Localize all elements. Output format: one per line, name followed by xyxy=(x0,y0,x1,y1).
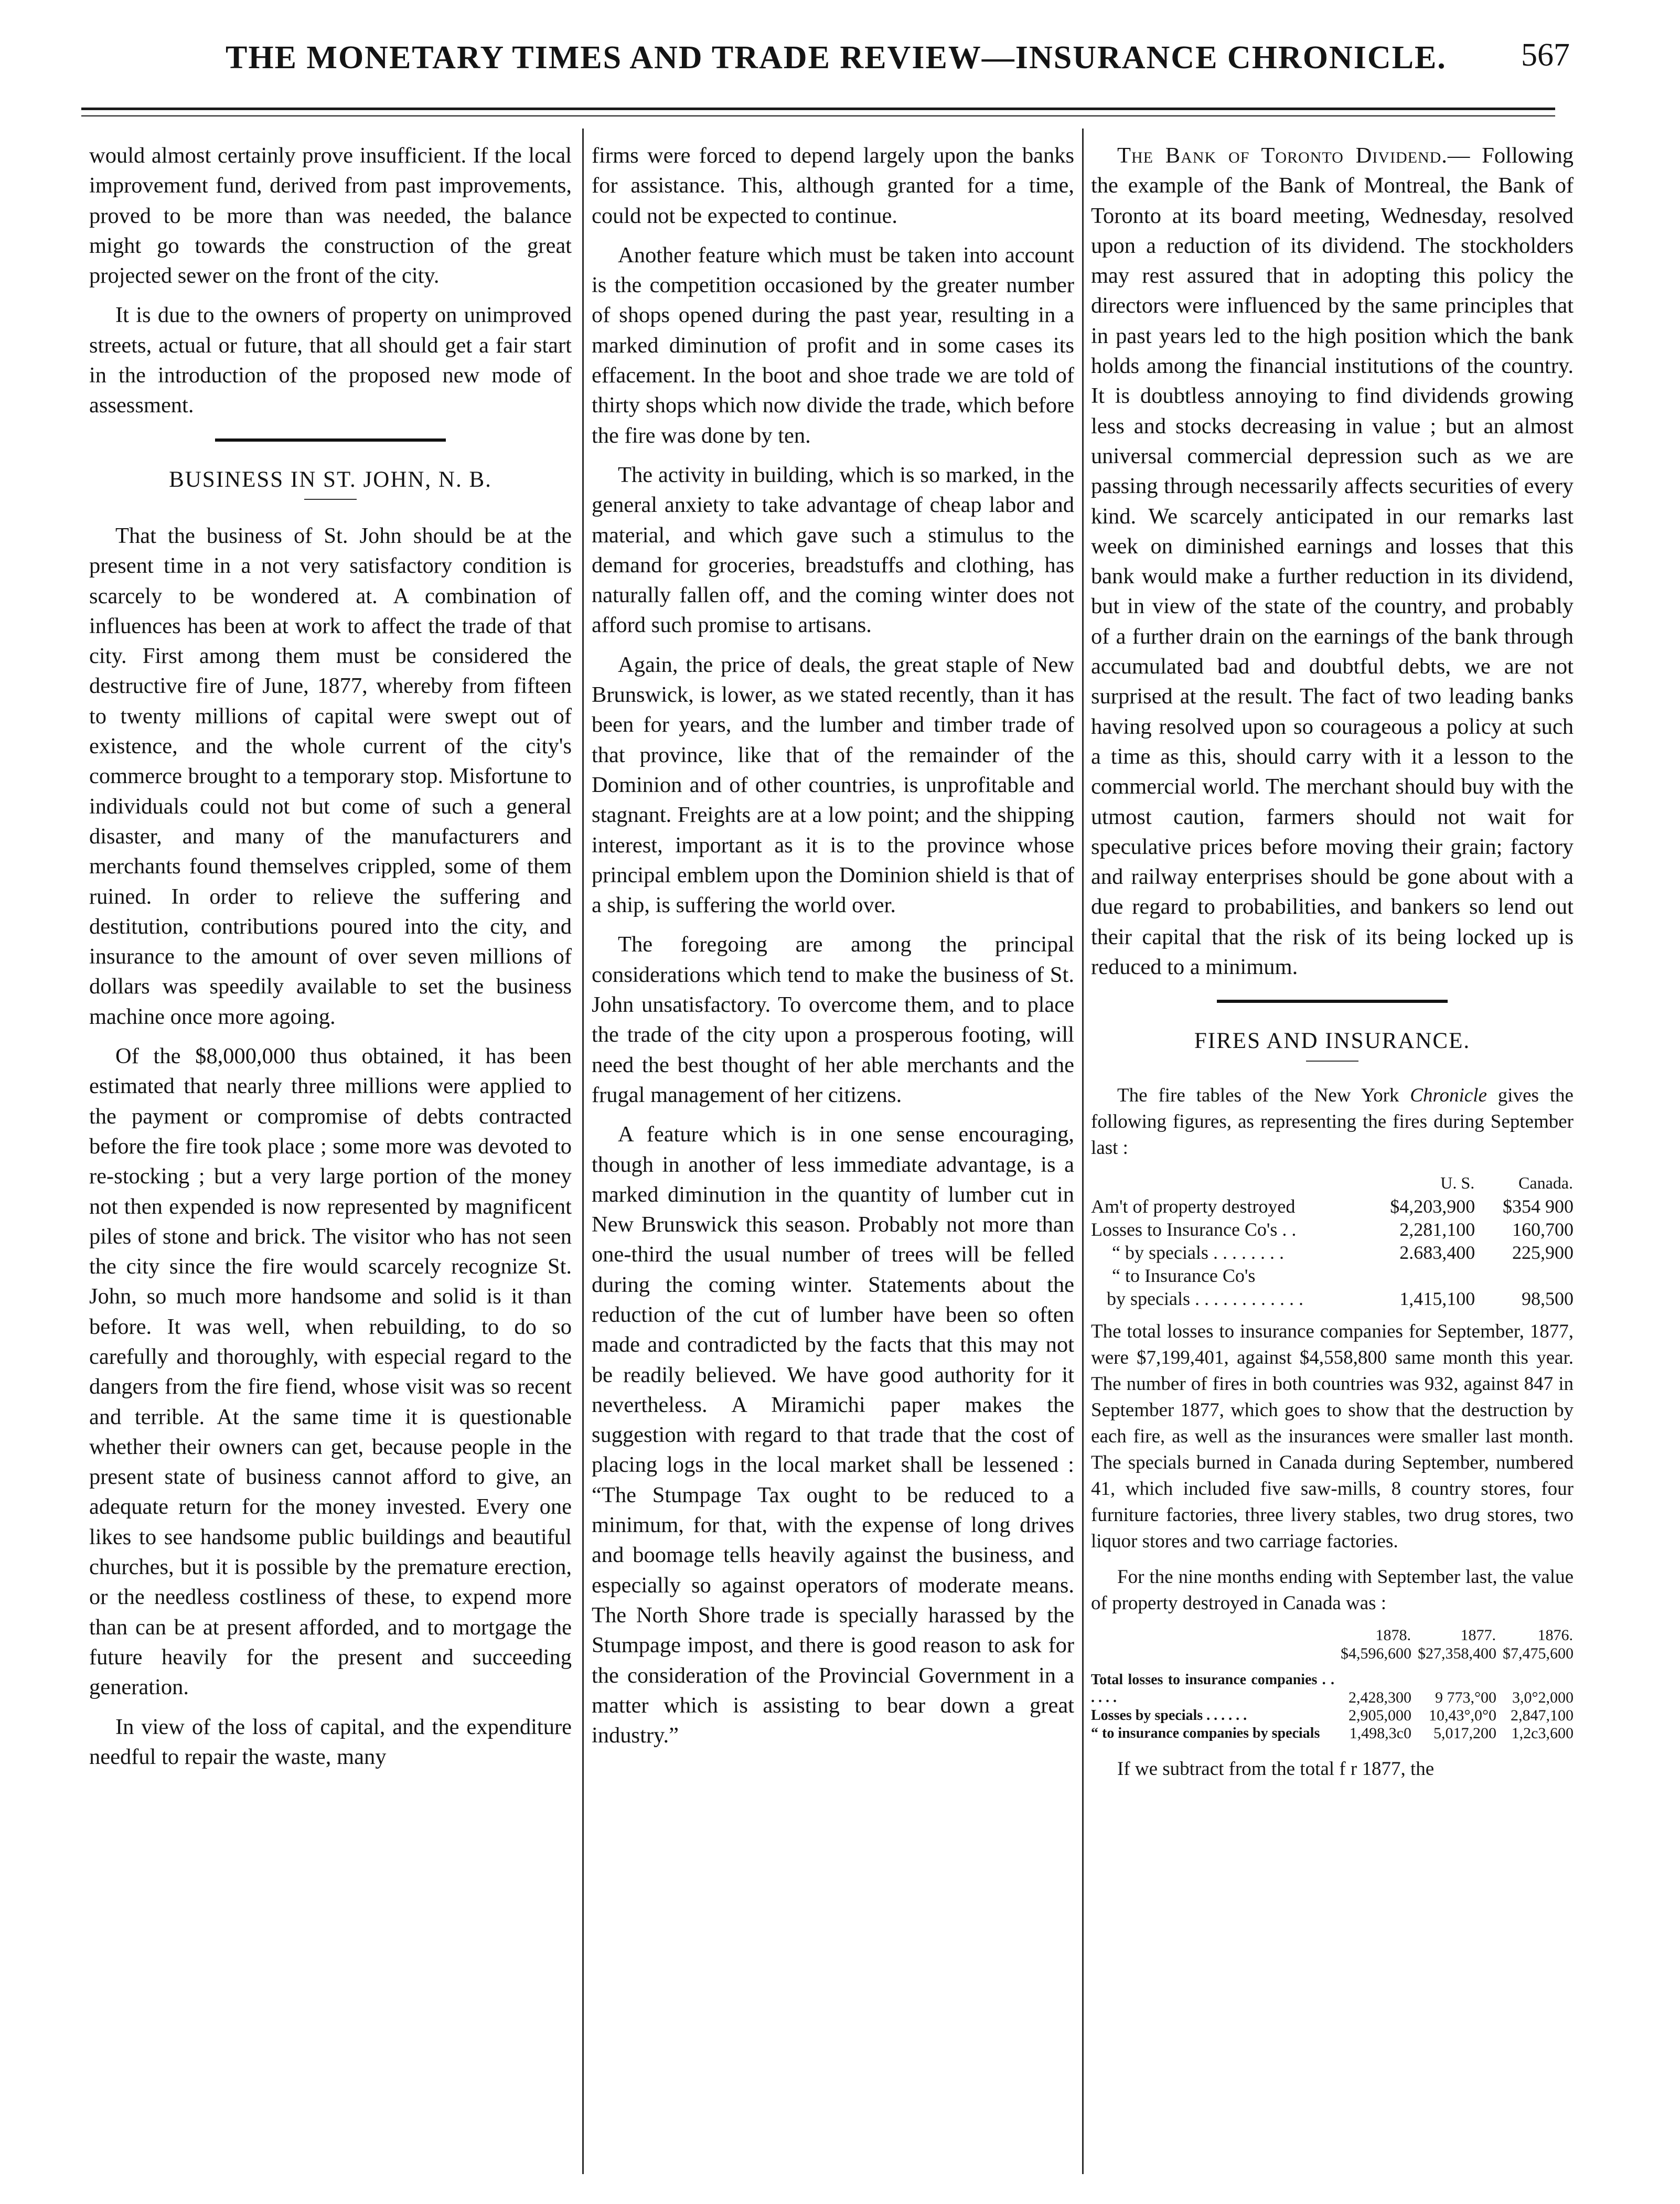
section-heading-fires-insurance: FIRES AND INSURANCE. xyxy=(1194,1029,1471,1054)
section-divider xyxy=(215,438,446,442)
column-divider-1 xyxy=(582,129,584,2174)
paragraph: If we subtract from the total f r 1877, the xyxy=(1117,1758,1435,1780)
column-header-canada: Canada. xyxy=(1518,1173,1573,1192)
paragraph: For the nine months ending with September last, the value of property destroyed in Canada was : xyxy=(1091,1566,1574,1614)
paragraph: Again, the price of deals, the great staple of New Brunswick, is lower, as we stated recently, than it has been for years, and the lumber and timber trade of that province, like that of the remainder of the Dominion and of other countries, is unprofitable and stagnant. Freights are at a low point; and the shipping interest, important as it is to the province whose principal emblem upon the Dominion shield is that of a ship, is suffering the world over. xyxy=(592,652,1074,918)
header-rule-thin xyxy=(81,115,1555,116)
paragraph: In view of the loss of capital, and the expenditure needful to repair the waste, many xyxy=(89,1714,572,1769)
table-row: “ to insurance companies by specials 1,498,3c0 5,017,200 1,2c3,600 xyxy=(1091,1724,1574,1742)
page-title: THE MONETARY TIMES AND TRADE REVIEW—INSURANCE CHRONICLE. xyxy=(226,40,1447,76)
fires-section xyxy=(1091,1083,1574,1782)
paragraph: That the business of St. John should be at the present time in a not very satisfactory condition is scarcely to be wondered at. A combination of influences has been at work to affect the trade of that city. First among them must be considered the destructive fire of June, 1877, whereby from fifteen to twenty millions of capital were swept out of existence, and the whole current of the city's commerce brought to a temporary stop. Misfortune to individuals could not but come of such a general disaster, and many of the manufacturers and merchants found themselves crippled, some of them ruined. In order to relieve the suffering and destitution, contributions poured into the city, and insurance to the amount of over seven millions of dollars was speedily available to set the business machine once more agoing. xyxy=(89,523,572,1029)
heading-rule xyxy=(304,499,357,500)
paragraph: The fire tables of the New York Chronicle gives the following figures, as representing the fires during September last : xyxy=(1091,1084,1574,1159)
header-rule-thick xyxy=(81,108,1555,110)
paragraph: It is due to the owners of property on unimproved streets, actual or future, that all should get a fair start in the introduction of the proposed new mode of assessment. xyxy=(89,303,572,418)
table-header xyxy=(1091,1626,1574,1645)
table-row: Am't of property destroyed $4,203,900 $354 900 xyxy=(1091,1195,1574,1217)
nine-months-table xyxy=(1091,1626,1574,1742)
section-divider xyxy=(1217,1000,1448,1003)
heading-rule xyxy=(1306,1061,1358,1062)
page-number: 567 xyxy=(1521,37,1570,73)
table-row: $4,596,600 $27,358,400 $7,475,600 xyxy=(1341,1644,1574,1662)
column-divider-2 xyxy=(1082,129,1084,2174)
september-fires-table xyxy=(1091,1171,1574,1310)
paragraph: Of the $8,000,000 thus obtained, it has been estimated that nearly three millions were applied to the payment or compromise of debts contracted before the fire took place ; some more was devoted to re-stocking ; but a very large portion of the money not then expended is now represented by magnificent piles of stone and brick. The visitor who has not seen the city since the fire would scarcely recognize St. John, so much more handsome and solid is it than before. It was well, when rebuilding, to do so carefully and thoroughly, with especial regard to the dangers from the fire fiend, whose visit was so recent and terrible. At the same time it is questionable whether their owners can get, because people in the present state of business cannot afford to give, an adequate return for the money invested. Every one likes to see handsome public buildings and beautiful churches, but it is possible by the premature erection, or the needless costliness of these, to expend more than can be at present afforded, and to mortgage the future heavily for the present and succeeding generation. xyxy=(89,1044,572,1700)
paragraph: The total losses to insurance companies for September, 1877, were $7,199,401, against $4,558,800 same month this year. The number of fires in both countries was 932, against 847 in September 1877, which goes to show that the destruction by each fire, as well as the insurances were smaller last month. The specials burned in Canada during September, numbered 41, which included five saw-mills, 8 country stores, four furniture factories, three livery stables, two drug stores, two liquor stores and two carriage factories. xyxy=(1091,1320,1574,1552)
column-1 xyxy=(89,141,572,1781)
table-row: Losses to Insurance Co's . . 2,281,100 160,700 xyxy=(1091,1218,1574,1240)
table-row: “ by specials . . . . . . . . 2.683,400 225,900 xyxy=(1112,1242,1574,1263)
column-3 xyxy=(1091,141,1574,1792)
table-header xyxy=(1091,1171,1574,1195)
column-header-1878: 1878. xyxy=(1375,1626,1411,1644)
table-row: Total losses to insurance companies . . . . . . 2,428,300 9 773,°00 3,0°2,000 xyxy=(1091,1671,1574,1706)
paragraph: firms were forced to depend largely upon the banks for assistance. This, although granted for a time, could not be expected to continue. xyxy=(592,143,1074,228)
paragraph: Another feature which must be taken into account is the competition occasioned by the greater number of shops opened during the past year, resulting in a marked diminution of profit and in some cases its effacement. In the boot and shoe trade we are told of thirty shops which now divide the trade, which before the fire was done by ten. xyxy=(592,242,1074,448)
paragraph: The activity in building, which is so marked, in the general anxiety to take advantage of cheap labor and material, and which gave such a stimulus to the demand for groceries, breadstuffs and clothing, has naturally fallen off, and the coming winter does not afford such promise to artisans. xyxy=(592,462,1074,638)
column-2 xyxy=(592,141,1074,1760)
paragraph: A feature which is in one sense encouraging, though in another of less immediate advantage, is a marked diminution in the quantity of lumber cut in New Brunswick this season. Probably not more than one-third the usual number of trees will be felled during the coming winter. Statements about the reduction of the cut of lumber have been so often made and contradicted by the facts that this may not be readily believed. We have good authority for it nevertheless. A Miramichi paper makes the suggestion with regard to that trade that the cost of placing logs in the local market shall be lessened : “The Stumpage Tax ought to be reduced to a minimum, for that, with the expense of long drives and boomage tells heavily against the business, and especially so against operators of moderate means. The North Shore trade is specially harassed by the Stumpage impost, and there is good reason to ask for the consideration of the Provincial Government in a matter which is assisting to bear down a great industry.” xyxy=(592,1122,1074,1748)
column-header-1877: 1877. xyxy=(1460,1626,1496,1644)
section-heading-business-st-john: BUSINESS IN ST. JOHN, N. B. xyxy=(169,467,492,492)
bank-dividend-lead: The Bank of Toronto Dividend.— xyxy=(1117,143,1471,168)
paragraph: The foregoing are among the principal considerations which tend to make the business of St. John unsatisfactory. To overcome them, and to place the trade of the city upon a prosperous footing, will need the best thought of her able merchants and the frugal management of her citizens. xyxy=(592,932,1074,1107)
publication-name: Chronicle xyxy=(1410,1084,1487,1106)
table-row: “ to Insurance Co's xyxy=(1112,1265,1256,1286)
paragraph: would almost certainly prove insufficient. If the local improvement fund, derived from past improvements, proved to be more than was needed, the balance might go towards the construction of the great projected sewer on the front of the city. xyxy=(89,143,572,288)
column-header-1876: 1876. xyxy=(1537,1626,1573,1644)
paragraph xyxy=(1091,141,1574,982)
table-row: Losses by specials . . . . . . 2,905,000 10,43°,0°0 2,847,100 xyxy=(1091,1706,1574,1724)
table-row: by specials . . . . . . . . . . . . 1,415,100 98,500 xyxy=(1107,1288,1574,1309)
paragraph-body: Following the example of the Bank of Montreal, the Bank of Toronto at its board meeting, Wednesday, resolved upon a reduction of its dividend. The stockholders may rest assured that in adopting this policy the directors were influenced by the same principles that in past years led to the high position which the bank holds among the financial institutions of the country. It is doubtless annoying to find dividends growing less and stocks decreasing in value ; but an almost universal commercial depression such as we are passing through necessarily affects securities of every kind. We scarcely anticipated in our remarks last week on diminished earnings and losses that this bank would make a further reduction in its dividend, but in view of the state of the country, and probably of a further drain on the earnings of the bank through accumulated bad and doubtful debts, we are not surprised at the result. The fact of two leading banks having resolved upon so courageous a policy at such a time as this, should carry with it a lesson to the commercial world. The merchant should buy with the utmost caution, farmers should not wait for speculative prices before moving their grain; factory and railway enterprises should be gone about with a due regard to probabilities, and bankers so lend out their capital that the risk of its being locked up is reduced to a minimum. xyxy=(1091,143,1574,980)
column-header-us: U. S. xyxy=(1440,1173,1475,1192)
